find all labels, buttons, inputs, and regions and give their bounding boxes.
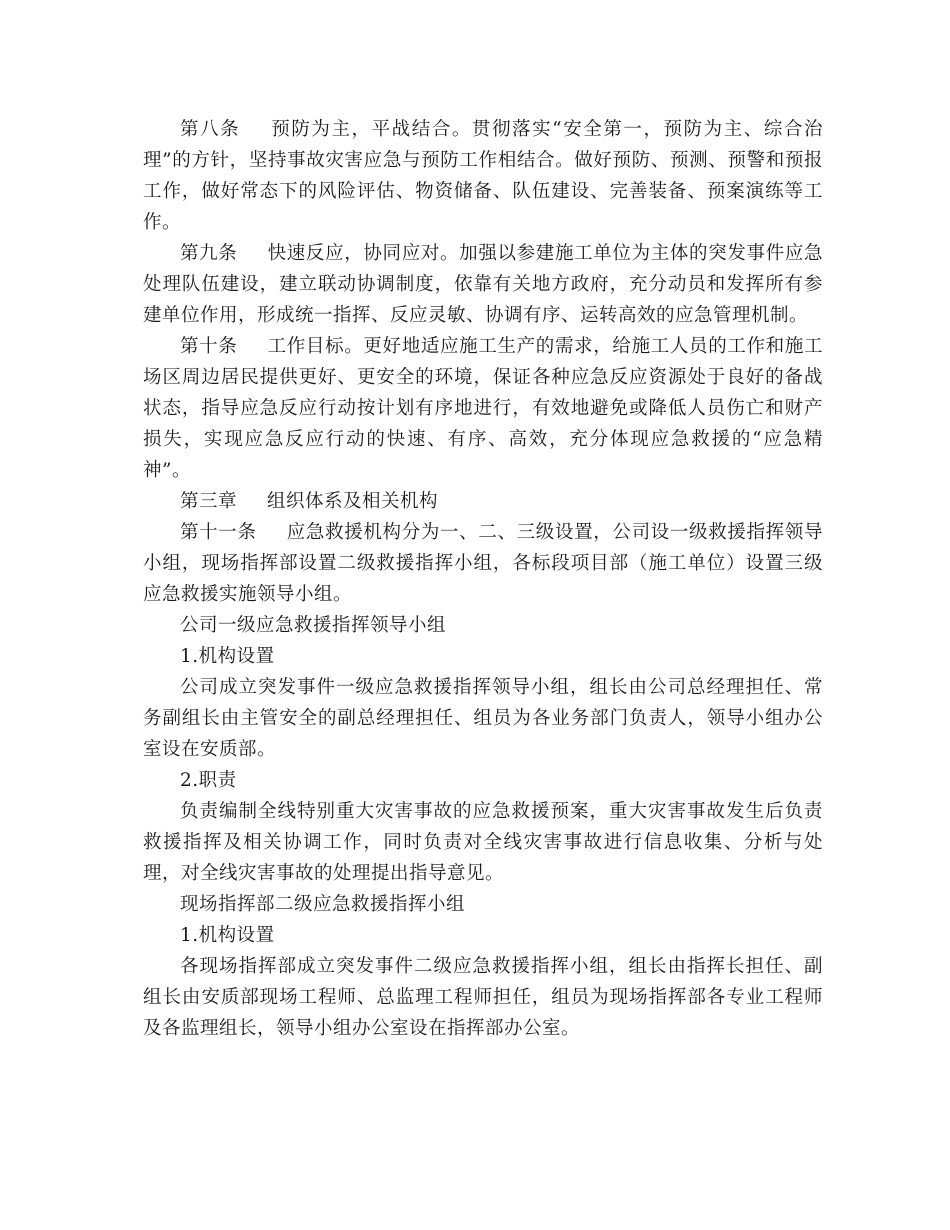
article-10-paragraph	[143, 331, 823, 486]
article-11-paragraph	[143, 517, 823, 610]
chapter-3-heading	[143, 486, 823, 517]
article-label: 第九条	[180, 243, 238, 264]
chapter-title: 组织体系及相关机构	[267, 491, 439, 512]
article-8-paragraph	[143, 114, 823, 238]
body-paragraph: 公司成立突发事件一级应急救援指挥领导小组，组长由公司总经理担任、常务副组长由主管安全的副总经理担任、组员为各业务部门负责人，领导小组办公室设在安质部。	[143, 677, 823, 760]
article-text: 预防为主，平战结合。贯彻落实“安全第一，预防为主、综合治理”的方针，坚持事故灾害应急与预防工作相结合。做好预防、预测、预警和预报工作，做好常态下的风险评估、物资储备、队伍建设、完善装备、预案演练等工作。	[143, 119, 823, 233]
subsection-heading-duties: 2.职责	[180, 770, 237, 791]
article-9-paragraph	[143, 238, 823, 331]
subsection-heading-organization: 1.机构设置	[180, 646, 275, 667]
section-heading-company-level: 公司一级应急救援指挥领导小组	[180, 615, 447, 636]
article-text: 应急救援机构分为一、二、三级设置，公司设一级救援指挥领导小组，现场指挥部设置二级救援指挥小组，各标段项目部（施工单位）设置三级应急救援实施领导小组。	[143, 522, 823, 605]
article-text: 工作目标。更好地适应施工生产的需求，给施工人员的工作和施工场区周边居民提供更好、更安全的环境，保证各种应急反应资源处于良好的备战状态，指导应急反应行动按计划有序地进行，有效地避免或降低人员伤亡和财产损失，实现应急反应行动的快速、有序、高效，充分体现应急救援的“应急精神”。	[143, 336, 823, 481]
article-label: 第十条	[180, 336, 238, 357]
article-text: 快速反应，协同应对。加强以参建施工单位为主体的突发事件应急处理队伍建设，建立联动协调制度，依靠有关地方政府，充分动员和发挥所有参建单位作用，形成统一指挥、反应灵敏、协调有序、运转高效的应急管理机制。	[143, 243, 823, 326]
document-page	[143, 114, 823, 1044]
article-label: 第八条	[180, 119, 241, 140]
chapter-label: 第三章	[180, 491, 238, 512]
body-paragraph: 负责编制全线特别重大灾害事故的应急救援预案，重大灾害事故发生后负责救援指挥及相关协调工作，同时负责对全线灾害事故进行信息收集、分析与处理，对全线灾害事故的处理提出指导意见。	[143, 801, 823, 884]
subsection-heading-organization: 1.机构设置	[180, 925, 275, 946]
article-label: 第十一条	[180, 522, 257, 543]
body-paragraph: 各现场指挥部成立突发事件二级应急救援指挥小组，组长由指挥长担任、副组长由安质部现场工程师、总监理工程师担任，组员为现场指挥部各专业工程师及各监理组长，领导小组办公室设在指挥部办公室。	[143, 956, 823, 1039]
section-heading-site-level: 现场指挥部二级应急救援指挥小组	[180, 894, 466, 915]
